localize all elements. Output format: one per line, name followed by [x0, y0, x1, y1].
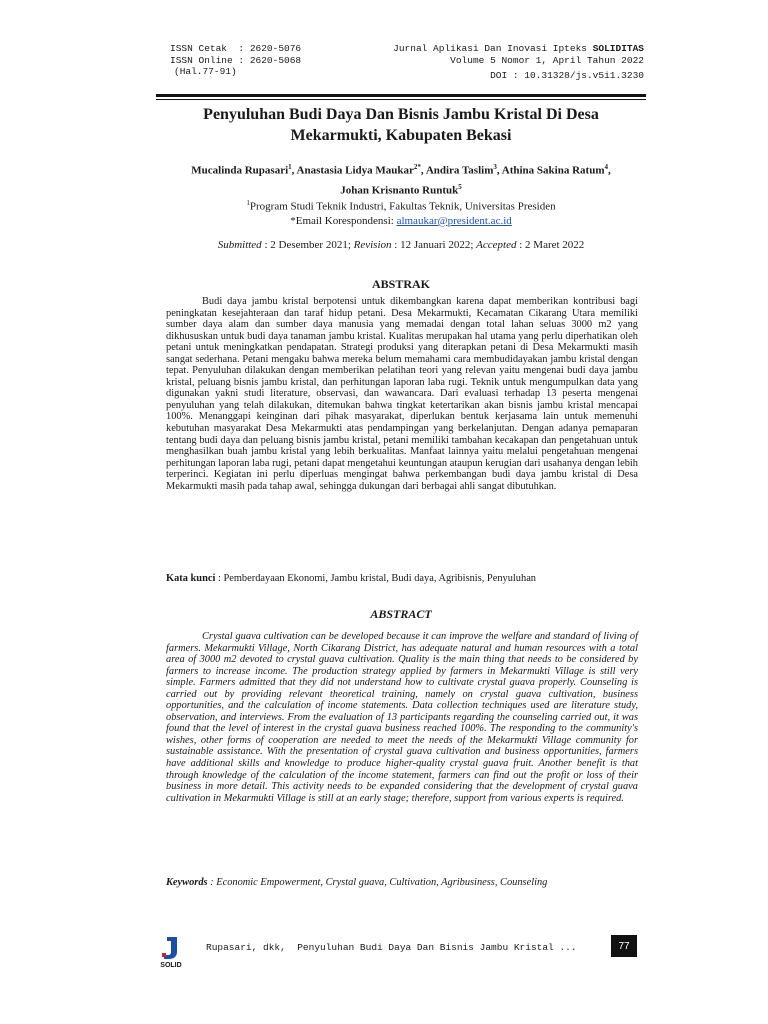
issn-online: ISSN Online : 2620-5068	[170, 54, 302, 66]
logo-text: SOLID	[160, 962, 182, 968]
affiliation-text: Program Studi Teknik Industri, Fakultas Teknik, Universitas Presiden	[249, 200, 556, 213]
author-name: Andira Taslim	[425, 164, 494, 177]
affiliation-sup: 1	[246, 199, 250, 207]
author-sup: 1	[288, 163, 292, 171]
journal-volume: Volume 5 Nomor 1, April Tahun 2022	[450, 54, 644, 66]
issn-block	[170, 43, 301, 78]
abstract-body: Crystal guava cultivation can be developed because it can improve the welfare and standard of living of farmers. Mekarmukti Village, North Cikarang District, has adequate natural and human resources with a total area of 3000 m2 devoted to crystal guava cultivation. Quality is the main thing that needs to be considered by farmers to increase income. The production strategy applied by farmers in Mekarmukti Village is still very simple. Farmers admitted that they did not understand how to cultivate crystal guava properly. Counseling is carried out by providing relevant theoretical training, namely on crystal guava cultivation, business opportunities, and the calculation of income statements. Data collection techniques used are literature study, observation, and interviews. From the evaluation of 13 participants regarding the counseling carried out, it was found that the level of interest in the crystal guava business reached 100%. The responding to the community's wishes, other forms of cooperation are needed to meet the needs of the Mekarmukti Village community for sustainable assistance. With the presentation of crystal guava cultivation and business opportunities, farmers have additional skills and knowledge to produce higher-quality crystal guava fruit. Another benefit is that through knowledge of the calculation of the income statement, farmers can find out the profit or loss of their business in more detail. This activity needs to be expanded considering that the development of crystal guava cultivation in Mekarmukti Village is still at an early stage; therefore, support from various experts is required.	[166, 631, 638, 804]
revision-date: : 12 Januari 2022;	[391, 239, 477, 251]
journal-info	[393, 43, 644, 82]
submitted-date: : 2 Desember 2021;	[261, 239, 354, 251]
submitted-label: Submitted	[217, 239, 262, 251]
email-line	[156, 214, 646, 228]
abstrak-body: Budi daya jambu kristal berpotensi untuk dikembangkan karena dapat memberikan kontribusi bagi peningkatan kesejahteraan dan taraf hidup petani. Desa Mekarmukti, Kecamatan Cikarang Utara memiliki sumber daya alam dan sumber daya manusia yang memadai dengan total lahan seluas 3000 m2 yang dikhususkan untuk budi daya tanaman jambu kristal. Kualitas merupakan hal utama yang perlu diperhatikan oleh petani untuk meningkatkan pendapatan. Strategi produksi yang diterapkan petani di Desa Mekarmukti masih sangat sederhana. Petani mengaku bahwa mereka belum memahami cara membudidayakan jambu kristal dengan tepat. Penyuluhan dilakukan dengan memberikan pelatihan teori yang relevan yaitu mengenai budi daya jambu kristal, peluang bisnis jambu kristal, dan perhitungan laporan laba rugi. Teknik untuk mengumpulkan data yang digunakan yakni studi literature, observasi, dan wawancara. Dari evaluasi terhadap 13 peserta mengenai penyuluhan yang telah dilakukan, ditemukan bahwa tingkat ketertarikan akan bisnis jambu kristal mencapai 100%. Menanggapi keinginan dari pihak masyarakat, diperlukan bentuk kerjasama lain untuk memenuhi kebutuhan masyarakat Desa Mekarmukti atas pendampingan yang berkelanjutan. Dengan adanya pemaparan tentang budi daya dan peluang bisnis jambu kristal, petani memiliki tambahan kecakapan dan pengetahuan untuk menghasilkan buah jambu kristal yang lebih berkualitas. Manfaat lainnya yaitu melalui pengetahuan mengenai perhitungan laporan laba rugi, petani dapat mengetahui keuntungan ataupun kerugian dari usahanya dengan lebih terperinci. Kegiatan ini perlu diperluas mengingat bahwa perkembangan budi daya jambu kristal di Desa Mekarmukti masih pada tahap awal, sehingga dukungan dari berbagai ahli sangat dibutuhkan.	[166, 296, 638, 492]
title-line-2: Mekarmukti, Kabupaten Bekasi	[290, 127, 512, 144]
revision-label: Revision	[353, 239, 392, 251]
accepted-label: Accepted	[476, 239, 517, 251]
author-sup: 4	[604, 163, 608, 171]
submission-dates	[156, 239, 646, 251]
journal-logo	[158, 936, 184, 968]
author-name: Johan Krisnanto Runtuk	[340, 184, 459, 197]
email-label: *Email Korespondensi:	[290, 214, 397, 227]
keywords-values: : Economic Empowerment, Crystal guava, Cultivation, Agribusiness, Counseling	[207, 877, 548, 888]
header-rule-thick	[156, 94, 646, 97]
abstract-heading: ABSTRACT	[370, 607, 432, 621]
page-number: 77	[611, 935, 637, 957]
author-sup: 2*	[413, 163, 421, 171]
keywords	[166, 877, 638, 888]
journal-doi: DOI : 10.31328/js.v5i1.3230	[490, 70, 644, 81]
kata-kunci-label: Kata kunci	[166, 573, 216, 584]
issn-cetak: ISSN Cetak : 2620-5076	[170, 43, 302, 54]
title-line-1: Penyuluhan Budi Daya Dan Bisnis Jambu Kristal Di Desa	[203, 106, 599, 123]
author-list	[156, 159, 646, 198]
page-range: (Hal.77-91)	[174, 66, 237, 77]
author-sup: 3	[493, 163, 497, 171]
author-name: Mucalinda Rupasari	[191, 164, 289, 177]
kata-kunci-values: : Pemberdayaan Ekonomi, Jambu kristal, Budi daya, Agribisnis, Penyuluhan	[215, 573, 536, 584]
author-name: Athina Sakina Ratum	[501, 164, 605, 177]
accepted-date: : 2 Maret 2022	[516, 239, 585, 251]
email-link[interactable]: almaukar@president.ac.id	[396, 214, 512, 227]
kata-kunci	[166, 573, 638, 584]
abstrak-heading: ABSTRAK	[371, 277, 430, 291]
paper-title	[156, 104, 646, 146]
author-line-1: Mucalinda Rupasari$^1$, Anastasia Lidya Maukar$^{2*}$, Andira Taslim$^3$, Athina Sakina Ratum$^4$,	[191, 163, 611, 177]
journal-name: Jurnal Aplikasi Dan Inovasi Ipteks	[393, 43, 587, 54]
journal-name-line	[393, 43, 644, 55]
affiliation	[156, 196, 646, 228]
header-rule-thin	[156, 99, 646, 100]
running-footer: Rupasari, dkk, Penyuluhan Budi Daya Dan Bisnis Jambu Kristal ...	[206, 942, 577, 953]
keywords-label: Keywords	[166, 877, 208, 888]
journal-acronym: SOLIDITAS	[592, 43, 644, 54]
author-name: Anastasia Lidya Maukar	[296, 164, 414, 177]
author-sup: 5	[458, 182, 462, 191]
affiliation-line	[156, 196, 646, 214]
